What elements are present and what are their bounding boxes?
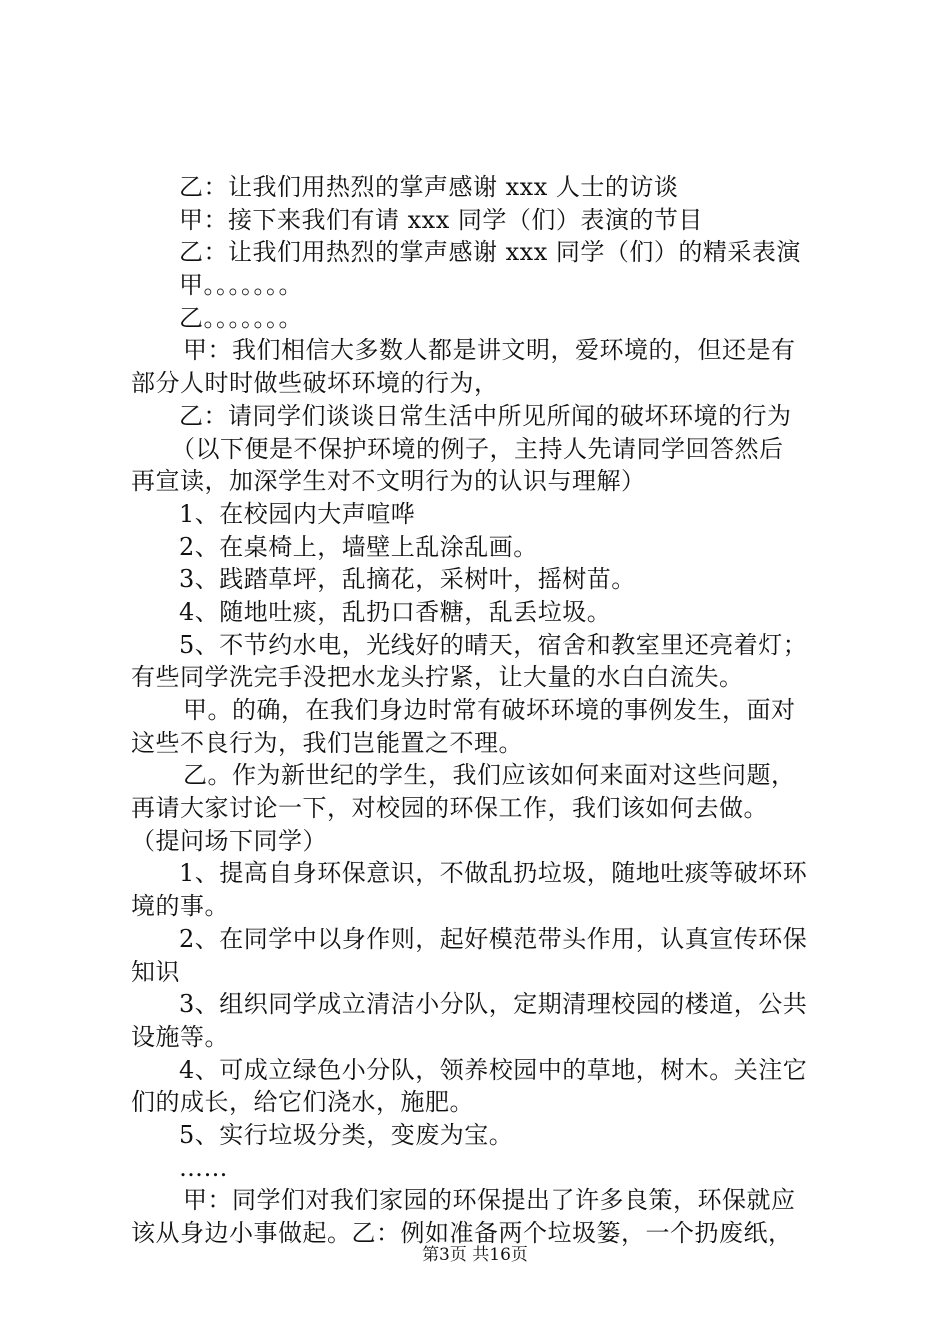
text-line: 们的成长，给它们浇水，施肥。 (131, 1088, 474, 1117)
text-line: 1、提高自身环保意识，不做乱扔垃圾，随地吐痰等破坏环 (179, 859, 808, 888)
text-line: …… (179, 1153, 228, 1182)
text-line: 3、践踏草坪，乱摘花，采树叶，摇树苗。 (179, 565, 636, 594)
text-line: 甲：我们相信大多数人都是讲文明，爱环境的，但还是有 (183, 336, 796, 365)
text-line: 乙：让我们用热烈的掌声感谢 xxx 同学（们）的精采表演 (179, 238, 801, 267)
text-line: 该从身边小事做起。乙：例如准备两个垃圾篓，一个扔废纸， (131, 1219, 793, 1247)
text-line: 乙：请同学们谈谈日常生活中所见所闻的破坏环境的行为 (179, 401, 792, 430)
text-line: 乙：让我们用热烈的掌声感谢 xxx 人士的访谈 (179, 173, 679, 201)
page-footer: 第3页 共16页 (422, 1245, 528, 1265)
text-line: 再请大家讨论一下，对校园的环保工作，我们该如何去做。 (131, 794, 768, 823)
text-line: 1、在校园内大声喧哗 (179, 499, 416, 528)
text-line: 5、实行垃圾分类，变废为宝。 (179, 1120, 514, 1149)
text-line: 3、组织同学成立清洁小分队，定期清理校园的楼道，公共 (179, 990, 808, 1019)
text-line: 4、随地吐痰，乱扔口香糖，乱丢垃圾。 (179, 597, 612, 626)
text-line: 境的事。 (131, 892, 229, 921)
text-line: 甲：同学们对我们家园的环保提出了许多良策，环保就应 (183, 1186, 796, 1215)
text-line: 知识 (131, 957, 180, 986)
text-line: 4、可成立绿色小分队，领养校园中的草地，树木。关注它 (179, 1055, 808, 1084)
text-line: 再宣读，加深学生对不文明行为的认识与理解） (131, 467, 646, 496)
text-line: 2、在桌椅上，墙壁上乱涂乱画。 (179, 532, 538, 561)
text-line: 部分人时时做些破坏环境的行为， (131, 369, 499, 398)
text-line: 甲。。。。。。。 (179, 271, 303, 300)
text-line: 有些同学洗完手没把水龙头拧紧，让大量的水白白流失。 (131, 663, 744, 692)
text-line: 甲。的确，在我们身边时常有破坏环境的事例发生，面对 (183, 696, 796, 724)
text-line: 乙。。。。。。。 (179, 303, 303, 332)
text-line: 乙。作为新世纪的学生，我们应该如何来面对这些问题， (183, 761, 796, 790)
text-line: 5、不节约水电，光线好的晴天，宿舍和教室里还亮着灯； (179, 630, 808, 659)
text-line: 这些不良行为，我们岂能置之不理。 (131, 728, 523, 757)
document-body (131, 171, 831, 1250)
text-line: （以下便是不保护环境的例子，主持人先请同学回答然后 (171, 434, 784, 463)
text-line: 设施等。 (131, 1022, 229, 1051)
text-line: 甲：接下来我们有请 xxx 同学（们）表演的节目 (179, 205, 703, 234)
text-line: 2、在同学中以身作则，起好模范带头作用，认真宣传环保 (179, 924, 808, 953)
text-line: （提问场下同学） (131, 826, 327, 855)
